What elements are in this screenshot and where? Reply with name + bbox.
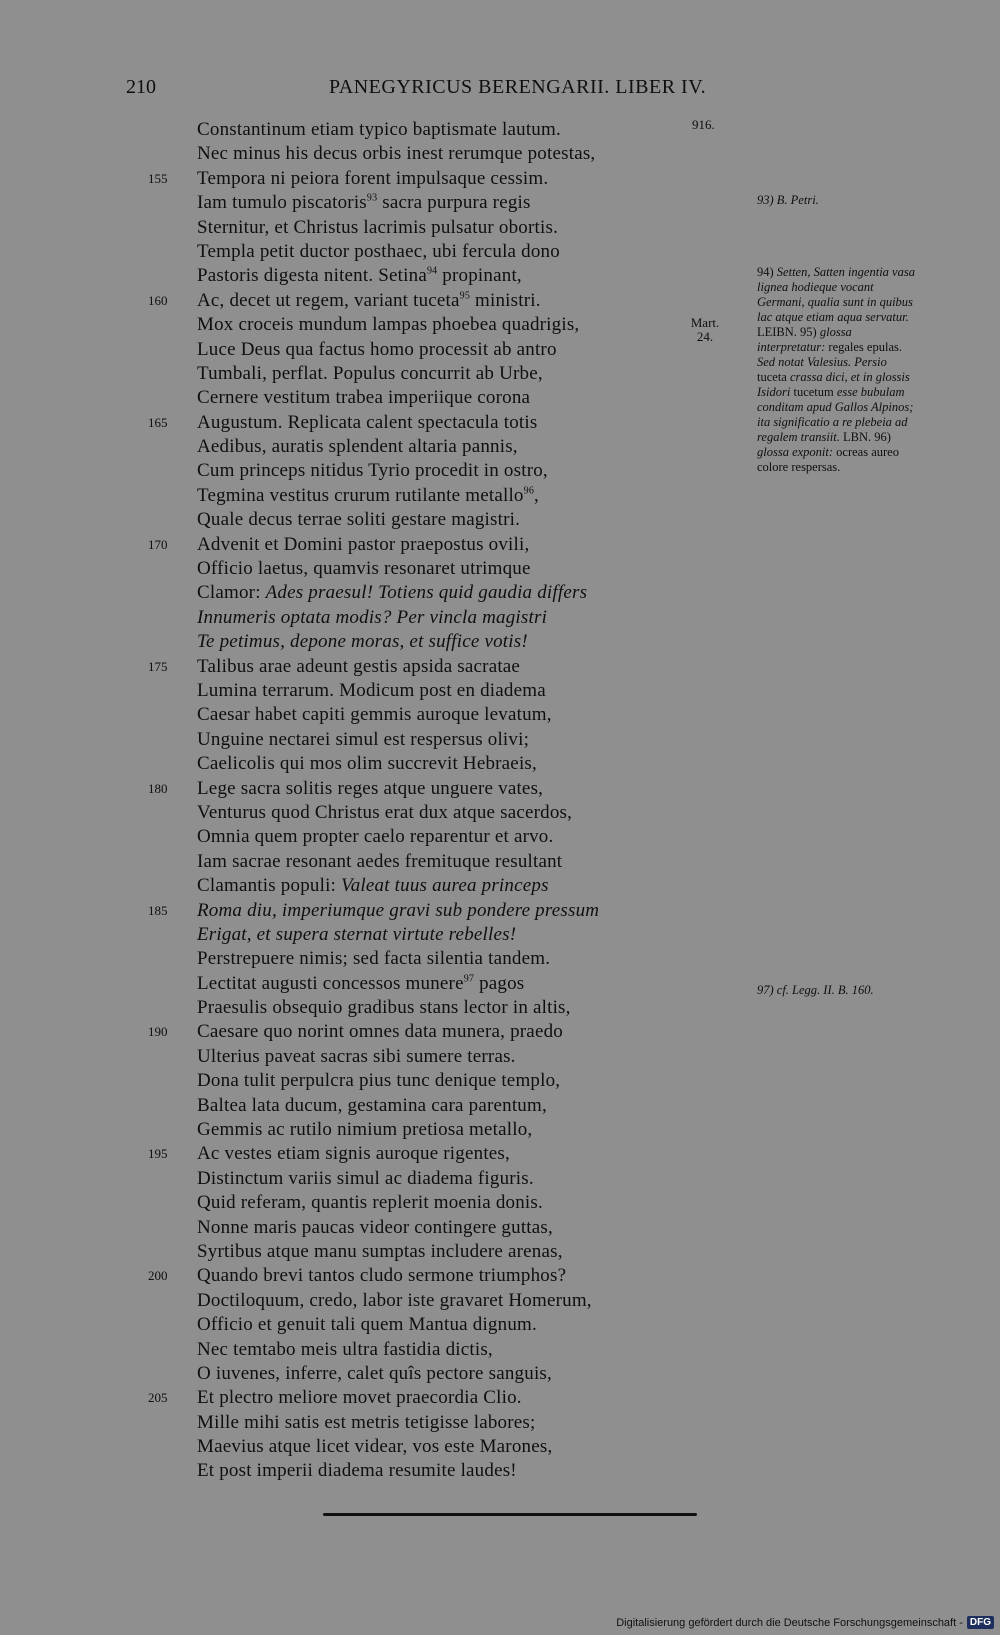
- line-text-roman: Nec temtabo meis ultra fastidia dictis,: [197, 1338, 493, 1360]
- line-text-roman: Quid referam, quantis replerit moenia donis.: [197, 1192, 543, 1214]
- poem-line: [0, 508, 700, 532]
- poem-line: [0, 1045, 700, 1069]
- line-text-roman: Nonne maris paucas videor contingere guttas,: [197, 1216, 553, 1238]
- line-text-roman: Advenit et Domini pastor praepostus ovili,: [197, 533, 530, 555]
- poem-line: [0, 533, 700, 557]
- line-text: [197, 362, 543, 386]
- line-text-roman: Baltea lata ducum, gestamina cara parentum,: [197, 1094, 547, 1116]
- poem-line: [0, 435, 700, 459]
- line-text: [197, 728, 529, 752]
- line-text-continued: ministri.: [470, 289, 541, 311]
- line-text-continued: pagos: [474, 972, 525, 994]
- poem-line: [0, 1142, 700, 1166]
- poem-line: [0, 386, 700, 410]
- footnote-93: [757, 193, 919, 208]
- line-text: [197, 264, 522, 288]
- footnote-run: LEIBN. 95): [757, 325, 820, 339]
- poem-line: [0, 1411, 700, 1435]
- line-text: [197, 386, 530, 410]
- poem-line: [0, 289, 700, 313]
- line-text: [197, 1435, 552, 1459]
- poem-line: [0, 216, 700, 240]
- line-text: [197, 1191, 543, 1215]
- line-text-italic: Innumeris optata modis? Per vincla magistri: [197, 606, 548, 628]
- line-text-roman: Cum princeps nitidus Tyrio procedit in ostro,: [197, 460, 548, 482]
- poem-line: [0, 1167, 700, 1191]
- line-text-italic: Valeat tuus aurea princeps: [341, 875, 549, 897]
- line-text: [197, 655, 520, 679]
- poem-line: [0, 557, 700, 581]
- footnote-run-italic: glossa interpretatur:: [757, 325, 852, 354]
- poem-line: [0, 972, 700, 996]
- line-text-roman: Ulterius paveat sacras sibi sumere terras.: [197, 1045, 516, 1067]
- poem-line: [0, 1118, 700, 1142]
- line-text: [197, 118, 561, 142]
- line-text: [197, 703, 552, 727]
- line-number: 165: [148, 414, 168, 430]
- footnote-94-96: [757, 265, 919, 475]
- footnote-run-italic: glossa exponit:: [757, 445, 834, 459]
- line-text: [197, 679, 546, 703]
- line-text-roman: Tempora ni peiora forent impulsaque cessim.: [197, 167, 549, 189]
- poem-line: [0, 313, 700, 337]
- page-header: [126, 76, 711, 106]
- poem-line: [0, 655, 700, 679]
- line-text: [197, 484, 539, 508]
- line-text-roman: Pastoris digesta nitent. Setina: [197, 265, 427, 287]
- line-text-roman: Perstrepuere nimis; sed facta silentia tandem.: [197, 948, 551, 970]
- line-text-italic: Ades praesul! Totiens quid gaudia differs: [265, 582, 588, 604]
- line-text: [197, 801, 572, 825]
- poem-line: [0, 1386, 700, 1410]
- line-text: [197, 825, 553, 849]
- line-text-roman: Luce Deus qua factus homo processit ab antro: [197, 338, 557, 360]
- line-text-continued: sacra purpura regis: [377, 192, 531, 214]
- line-text-continued: ,: [534, 484, 539, 506]
- line-number: 205: [148, 1390, 168, 1406]
- line-text: [197, 240, 560, 264]
- line-number: 200: [148, 1268, 168, 1284]
- poem-line: [0, 118, 700, 142]
- poem-line: [0, 679, 700, 703]
- poem-line: [0, 362, 700, 386]
- line-number: 195: [148, 1146, 168, 1162]
- line-text: [197, 1216, 553, 1240]
- poem-line: [0, 1338, 700, 1362]
- line-text: [197, 459, 548, 483]
- line-text: [197, 972, 524, 996]
- line-text-roman: Et plectro meliore movet praecordia Clio.: [197, 1387, 522, 1409]
- line-text: [197, 1118, 532, 1142]
- line-text: [197, 752, 537, 776]
- line-text: [197, 1386, 522, 1410]
- line-text: [197, 581, 587, 605]
- line-text-roman: Syrtibus atque manu sumptas includere arenas,: [197, 1240, 563, 1262]
- footnote-run-italic: crassa dici, et in glossis Isidori: [757, 370, 910, 399]
- end-rule: [323, 1513, 697, 1516]
- footnote-run-italic: Setten, Satten ingentia vasa lignea hodieque vocant Germani, qualia sunt in quibus lac atque etiam aqua servatur.: [757, 265, 915, 324]
- line-text: [197, 1362, 552, 1386]
- line-text-roman: Tegmina vestitus crurum rutilante metallo: [197, 484, 524, 506]
- poem-line: [0, 1069, 700, 1093]
- dfg-logo: DFG: [967, 1616, 994, 1629]
- line-text: [197, 167, 548, 191]
- line-text-roman: Caesare quo norint omnes data munera, praedo: [197, 1021, 563, 1043]
- line-text-roman: Talibus arae adeunt gestis apsida sacratae: [197, 655, 521, 677]
- poem-line: [0, 801, 700, 825]
- line-text-roman: Dona tulit perpulcra pius tunc denique templo,: [197, 1070, 561, 1092]
- line-text-roman: Lectitat augusti concessos munere: [197, 972, 464, 994]
- line-text-roman: Officio laetus, quamvis resonaret utrimque: [197, 558, 531, 580]
- line-text-roman: Omnia quem propter caelo reparentur et arvo.: [197, 826, 554, 848]
- footnote-ref: 93: [366, 192, 378, 204]
- line-number: 170: [148, 536, 168, 552]
- line-number: 175: [148, 658, 168, 674]
- poem-line: [0, 411, 700, 435]
- line-text: [197, 533, 529, 557]
- line-text-roman: Iam tumulo piscatoris: [197, 192, 367, 214]
- footnote-ref: 94: [426, 266, 438, 278]
- line-text: [197, 1459, 517, 1483]
- line-text-roman: Clamantis populi:: [197, 875, 341, 897]
- line-text-roman: Ac, decet ut regem, variant tuceta: [197, 289, 460, 311]
- poem-line: [0, 947, 700, 971]
- line-text: [197, 1020, 563, 1044]
- poem-line: [0, 777, 700, 801]
- poem-line: [0, 630, 700, 654]
- footnote-run-italic: Sed notat Valesius. Persio: [757, 355, 887, 369]
- line-text: [197, 411, 537, 435]
- footnote-ref: 96: [523, 485, 535, 497]
- footnote-97-text: 97) cf. Legg. II. B. 160.: [757, 983, 874, 997]
- line-text: [197, 1045, 516, 1069]
- poem-line: [0, 240, 700, 264]
- poem-line: [0, 606, 700, 630]
- line-text-roman: Iam sacrae resonant aedes fremituque resultant: [197, 850, 563, 872]
- footnote-run: regales epulas.: [825, 340, 902, 354]
- line-text: [197, 1142, 510, 1166]
- footnote-ref: 95: [459, 290, 471, 302]
- poem-line: [0, 703, 700, 727]
- line-text: [197, 1069, 560, 1093]
- line-text: [197, 1094, 547, 1118]
- line-text: [197, 996, 571, 1020]
- line-text: [197, 777, 543, 801]
- margin-date-day: Mart. 24.: [690, 315, 720, 344]
- line-text: [197, 1240, 563, 1264]
- line-text-italic: Roma diu, imperiumque gravi sub pondere pressum: [197, 899, 600, 921]
- line-text-roman: Quale decus terrae soliti gestare magistri.: [197, 509, 521, 531]
- poem-line: [0, 1362, 700, 1386]
- footnote-run: ocreas aureo colore respersas.: [757, 445, 899, 474]
- poem-line: [0, 1313, 700, 1337]
- line-text-roman: Sternitur, et Christus lacrimis pulsatur obortis.: [197, 216, 559, 238]
- line-text: [197, 191, 531, 215]
- poem-line: [0, 1216, 700, 1240]
- line-text-roman: Praesulis obsequio gradibus stans lector in altis,: [197, 997, 571, 1019]
- poem-line: [0, 338, 700, 362]
- poem-line: [0, 264, 700, 288]
- poem-line: [0, 996, 700, 1020]
- poem-line: [0, 167, 700, 191]
- line-text-roman: Doctiloquum, credo, labor iste gravaret Homerum,: [197, 1289, 592, 1311]
- line-number: 160: [148, 292, 168, 308]
- line-text: [197, 1411, 536, 1435]
- poem-line: [0, 484, 700, 508]
- poem-line: [0, 923, 700, 947]
- line-text-roman: Templa petit ductor posthaec, ubi fercula dono: [197, 240, 560, 262]
- poem-line: [0, 850, 700, 874]
- line-text-roman: Tumbali, perflat. Populus concurrit ab Urbe,: [197, 362, 543, 384]
- line-text: [197, 874, 549, 898]
- footnote-run: tucetum: [790, 385, 837, 399]
- line-number: 180: [148, 780, 168, 796]
- poem-line: [0, 1094, 700, 1118]
- line-text: [197, 923, 516, 947]
- line-text: [197, 1313, 537, 1337]
- line-text-roman: Caelicolis qui mos olim succrevit Hebraeis,: [197, 753, 537, 775]
- line-text-roman: Augustum. Replicata calent spectacula totis: [197, 411, 538, 433]
- footnote-97: [757, 983, 919, 998]
- line-text-roman: Unguine nectarei simul est respersus olivi;: [197, 728, 530, 750]
- poem-text: [0, 118, 700, 1484]
- line-text-roman: Venturus quod Christus erat dux atque sacerdos,: [197, 801, 573, 823]
- footnote-run: LBN. 96): [839, 430, 891, 444]
- line-text-roman: Quando brevi tantos cludo sermone triumphos?: [197, 1265, 567, 1287]
- footnote-ref: 97: [463, 973, 475, 985]
- digitization-footer: [616, 1616, 994, 1629]
- line-text-roman: Caesar habet capiti gemmis auroque levatum,: [197, 704, 552, 726]
- line-text-roman: Clamor:: [197, 582, 266, 604]
- dfg-credit: Digitalisierung gefördert durch die Deutsche Forschungsgemeinschaft -: [616, 1616, 963, 1629]
- line-text: [197, 216, 558, 240]
- line-number: 190: [148, 1024, 168, 1040]
- line-text: [197, 289, 541, 313]
- line-text-italic: Te petimus, depone moras, et suffice votis!: [197, 631, 528, 653]
- line-text: [197, 1167, 534, 1191]
- poem-line: [0, 1020, 700, 1044]
- line-text: [197, 508, 520, 532]
- running-title: PANEGYRICUS BERENGARII. LIBER IV.: [329, 76, 707, 98]
- line-text: [197, 630, 528, 654]
- line-text: [197, 1264, 566, 1288]
- line-text-roman: Mille mihi satis est metris tetigisse labores;: [197, 1411, 536, 1433]
- line-text-roman: Mox croceis mundum lampas phoebea quadrigis,: [197, 314, 580, 336]
- line-text-roman: Nec minus his decus orbis inest rerumque potestas,: [197, 143, 596, 165]
- line-text-roman: Lege sacra solitis reges atque unguere vates,: [197, 777, 544, 799]
- line-text: [197, 606, 547, 630]
- margin-date-year: 916.: [692, 117, 715, 132]
- poem-line: [0, 1240, 700, 1264]
- poem-line: [0, 1191, 700, 1215]
- line-text-roman: Cernere vestitum trabea imperiique corona: [197, 387, 531, 409]
- poem-line: [0, 1264, 700, 1288]
- line-text-roman: Aedibus, auratis splendent altaria pannis,: [197, 436, 518, 458]
- line-text-roman: Distinctum variis simul ac diadema figuris.: [197, 1167, 534, 1189]
- line-text: [197, 1289, 592, 1313]
- line-text-roman: Ac vestes etiam signis auroque rigentes,: [197, 1143, 510, 1165]
- line-text: [197, 850, 562, 874]
- line-text: [197, 142, 595, 166]
- poem-line: [0, 459, 700, 483]
- footnote-run: 94): [757, 265, 777, 279]
- line-text-roman: Constantinum etiam typico baptismate lautum.: [197, 119, 561, 140]
- line-text: [197, 557, 531, 581]
- line-text: [197, 338, 557, 362]
- poem-line: [0, 1289, 700, 1313]
- line-text: [197, 1338, 493, 1362]
- poem-line: [0, 874, 700, 898]
- poem-line: [0, 728, 700, 752]
- poem-line: [0, 899, 700, 923]
- line-text-continued: propinant,: [437, 265, 522, 287]
- poem-line: [0, 825, 700, 849]
- line-text: [197, 313, 579, 337]
- footnote-run: tuceta: [757, 370, 790, 384]
- line-text-roman: Maevius atque licet videar, vos este Marones,: [197, 1436, 553, 1458]
- line-text: [197, 435, 518, 459]
- line-number: 155: [148, 170, 168, 186]
- footnote-run-italic: esse bubulam conditam apud Gallos Alpinos; ita significatio a re plebeia ad regalem transiit.: [757, 385, 914, 444]
- line-text-roman: Lumina terrarum. Modicum post en diadema: [197, 679, 546, 701]
- line-number: 185: [148, 902, 168, 918]
- line-text-roman: Gemmis ac rutilo nimium pretiosa metallo,: [197, 1119, 533, 1141]
- footnote-93-text: 93) B. Petri.: [757, 193, 819, 207]
- poem-line: [0, 191, 700, 215]
- line-text-roman: O iuvenes, inferre, calet quîs pectore sanguis,: [197, 1362, 552, 1384]
- poem-line: [0, 752, 700, 776]
- poem-line: [0, 1459, 700, 1483]
- poem-line: [0, 1435, 700, 1459]
- line-text: [197, 899, 599, 923]
- poem-line: [0, 142, 700, 166]
- line-text-roman: Et post imperii diadema resumite laudes!: [197, 1460, 517, 1482]
- line-text-italic: Erigat, et supera sternat virtute rebelles!: [197, 923, 517, 945]
- page-number: 210: [126, 76, 156, 98]
- poem-line: [0, 581, 700, 605]
- line-text-roman: Officio et genuit tali quem Mantua dignum.: [197, 1314, 537, 1336]
- line-text: [197, 947, 550, 971]
